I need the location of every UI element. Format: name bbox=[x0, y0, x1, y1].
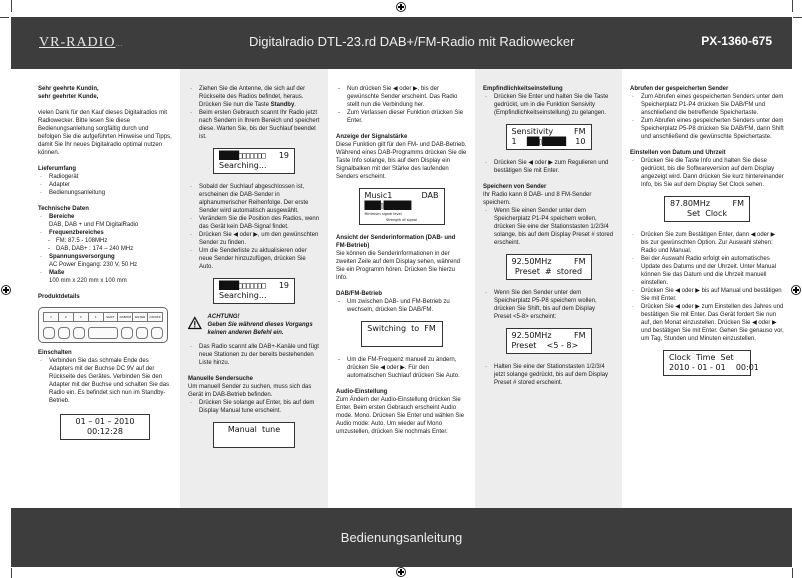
device-key: DAB/FM bbox=[118, 313, 133, 321]
list-item: · Halten Sie eine der Stationstasten 1/2/3/4 jetzt solange gedrückt, bis auf dem Display Preset # stored erscheint. bbox=[483, 363, 614, 387]
spec-value: DAB, DAB + und FM DigitalRadio bbox=[49, 222, 139, 228]
item-text: Ziehen Sie die Antenne, die sich auf der Rückseite des Radios befindet, heraus. Drücken Sie nun die Taste bbox=[199, 86, 306, 108]
registration-mark-icon bbox=[396, 2, 406, 12]
manual-search-text: Um manuell Sender zu suchen, muss sich das Gerät im DAB-Betrieb befinden. bbox=[188, 384, 312, 398]
lcd-label-min: Minimum signal level bbox=[364, 212, 402, 216]
device-key: SHIFT bbox=[104, 313, 119, 321]
brand-logo bbox=[39, 35, 123, 51]
lcd-switch-display bbox=[361, 321, 443, 347]
power-on-heading: Einschalten bbox=[38, 350, 72, 356]
lcd-count: 19 bbox=[278, 151, 289, 160]
lcd-sensitivity-display bbox=[506, 124, 592, 150]
lcd-mode: FM bbox=[573, 127, 586, 136]
list-item: · Drücken Sie Enter und halten Sie die Taste gedrückt, um in die Funktion Sensivity (Empfindlichkeitseinstellung) zu gelangen. bbox=[483, 93, 614, 117]
registration-mark-icon bbox=[1, 285, 11, 295]
warning-box bbox=[188, 313, 320, 337]
lcd-frequency: 92.50MHz bbox=[511, 331, 552, 340]
lcd-status: Searching... bbox=[219, 291, 267, 300]
device-key: ON/OFF bbox=[149, 315, 161, 319]
spec-value: AC Power Eingang: 230 V, 50 Hz bbox=[49, 262, 138, 268]
lcd-progress-bars: █████□□□□□□□ bbox=[219, 281, 265, 290]
list-item: · Radiogerät bbox=[38, 173, 172, 181]
list-item: · Drücken Sie ◀ oder ▶ zum Einstellen des Jahres und bestätigen Sie mit Enter. Das Gerät fordert Sie nun auf, den Monat einzustellen. Drücken Sie ◀ oder ▶ und bestätigen Sie mit Enter. Gehen Sie genauso vor, um Tag, Stunden und Minuten einzustellen. bbox=[630, 303, 784, 343]
sensitivity-heading: Empfindlichkeitseinstellung bbox=[483, 86, 563, 92]
lcd-line: Manual tune bbox=[227, 425, 281, 434]
clock-list bbox=[630, 157, 784, 189]
list-item: · Drücken Sie ◀ oder ▶ zum Regulieren und bestätigen Sie mit Enter. bbox=[483, 159, 614, 175]
scan-list bbox=[188, 183, 320, 271]
store-list bbox=[483, 207, 614, 247]
lcd-label: Sensitivity bbox=[511, 127, 554, 136]
audio-text: Zum Ändern der Audio-Einstellung drücken Sie Enter. Beim ersten Gebrauch erscheint Audio mode. Mono. Drücken Sie Enter und wählen Sie Audio mode: Auto. Um wieder auf Mono umzustellen, drücken Sie nochmals Enter. bbox=[336, 397, 465, 435]
column-4 bbox=[475, 69, 622, 508]
list-item: · Drücken Sie solange auf Enter, bis auf dem Display Manual tune erscheint. bbox=[188, 399, 320, 415]
list-item: · Drücken Sie zum Bestätigen Enter, dann ◀ oder ▶ bis zur gewünschten Option. Zur Auswahl stehen: Radio und Manual. bbox=[630, 231, 784, 255]
lcd-signal-bars: ████▯███████ bbox=[364, 201, 411, 210]
store-list-2 bbox=[483, 289, 614, 321]
rescan-list bbox=[188, 343, 320, 367]
device-key-row bbox=[43, 312, 163, 322]
list-item: · Zum Abrufen eines gespeicherten Senders unter dem Speicherplatz P1-P4 drücken Sie DAB/FM und anschließend die betreffende Speichertaste. bbox=[630, 93, 784, 117]
spec-label: Spannungsversorgung bbox=[49, 254, 115, 260]
lcd-standby-display bbox=[60, 414, 150, 440]
dabfm-list bbox=[336, 298, 467, 314]
manual-list bbox=[188, 399, 320, 415]
list-item: - Nun drücken Sie ◀ oder ▶, bis der gewünschte Sender erscheint. Das Radio stellt nun die Verbindung her. bbox=[336, 85, 467, 109]
list-item: · Drücken Sie die Taste Info und halten Sie diese gedrückt, bis die Softwareversion auf dem Display angezeigt wird. Dann drücken Sie kurz hintereinander Info, bis Sie auf dem Display Set Clock sehen. bbox=[630, 157, 784, 189]
list-item: · Wenn Sie den Sender unter dem Speicherplatz P5-P8 speichern wollen, drücken Sie Shift, bis auf dem Display Preset <5-8> erscheint: bbox=[483, 289, 614, 321]
clock-list-2 bbox=[630, 231, 784, 343]
lcd-date: 01 – 01 – 2010 bbox=[75, 417, 135, 426]
spec-label: Bereiche bbox=[49, 214, 75, 220]
warning-triangle-icon bbox=[188, 313, 202, 333]
lcd-line: Preset <5 - 8> bbox=[511, 341, 579, 350]
list-item bbox=[38, 229, 172, 237]
list-item bbox=[38, 269, 172, 285]
crop-mark bbox=[792, 568, 793, 578]
list-item: - FM: 87.5 - 108MHz bbox=[38, 237, 172, 245]
crop-mark bbox=[793, 17, 802, 18]
tech-list-2 bbox=[38, 253, 172, 285]
list-item: · Bei der Auswahl Radio erfolgt ein automatisches Update des Datums und der Uhrzeit. Unter Manual können Sie das Datum und die Uhrzeit manuell einstellen. bbox=[630, 255, 784, 287]
crop-mark bbox=[0, 17, 9, 18]
store-text: Ihr Radio kann 8 DAB- und 8 FM-Sender speichern. bbox=[483, 192, 592, 206]
device-knob-row bbox=[43, 327, 163, 339]
device-key: ENTER bbox=[133, 313, 148, 321]
store-list-3 bbox=[483, 363, 614, 387]
lcd-set-clock-display bbox=[664, 196, 750, 222]
list-item: · Adapter bbox=[38, 181, 172, 189]
warning-text bbox=[208, 313, 320, 337]
sensitivity-list bbox=[483, 93, 614, 117]
store-heading: Speichern von Sender bbox=[483, 184, 547, 190]
lcd-station: Music1 bbox=[364, 191, 393, 200]
frequency-list bbox=[38, 237, 172, 253]
sensitivity-list-2 bbox=[483, 159, 614, 175]
lcd-preset-stored-display bbox=[506, 254, 592, 280]
device-key: 4 bbox=[89, 313, 104, 321]
column-5 bbox=[622, 69, 792, 508]
device-key: 1 bbox=[44, 313, 59, 321]
warning-body: Geben Sie während dieses Vorgangs keinen anderen Befehl ein. bbox=[207, 322, 313, 336]
device-knob bbox=[73, 327, 85, 339]
device-display bbox=[88, 327, 118, 339]
column-1 bbox=[11, 69, 180, 508]
device-key: 2 bbox=[59, 313, 74, 321]
list-item: - Zum Verlassen dieser Funktion drücken Sie Enter. bbox=[336, 109, 467, 125]
lcd-manual-display bbox=[213, 422, 295, 448]
list-item: · Bedienungsanleitung bbox=[38, 189, 172, 197]
list-item: · Beim ersten Gebrauch scannt Ihr Radio jetzt nach Sendern in Ihrem Bereich und speichert diese. Warten Sie, bis der Suchlauf beendet ist. bbox=[188, 109, 320, 141]
device-knob bbox=[136, 327, 148, 339]
device-key: 3 bbox=[74, 313, 89, 321]
recall-heading: Abrufen der gespeicherten Sender bbox=[630, 86, 729, 92]
list-item: · Verändern Sie die Position des Radios, wenn das Gerät kein DAB-Signal findet. bbox=[188, 215, 320, 231]
lcd-label-strength: Strength of signal bbox=[385, 218, 418, 222]
lcd-line: Set Clock bbox=[687, 209, 727, 218]
lcd-progress-bars: █████□□□□□□□ bbox=[219, 151, 265, 160]
list-item: · Sobald der Suchlauf abgeschlossen ist, erscheinen die DAB-Sender in alphanumerischer Reihenfolge. Der erste Sender wird automatisch ausgewählt. bbox=[188, 183, 320, 215]
list-item: · Zum Abrufen eines gespeicherten Senders unter dem Speicherplatz P5-P8 drücken Sie DAB/FM, dann Shift und anschließend die gewünschte Speichertaste. bbox=[630, 117, 784, 141]
lcd-status: Searching... bbox=[219, 161, 267, 170]
device-knob bbox=[43, 327, 55, 339]
info-heading: Ansicht der Senderinformation (DAB- und FM-Betrieb) bbox=[336, 235, 456, 249]
lcd-signal-display bbox=[359, 188, 445, 225]
lcd-mode: FM bbox=[573, 257, 586, 266]
recall-list bbox=[630, 93, 784, 141]
product-details-heading: Produktdetails bbox=[38, 294, 80, 300]
spec-label: Frequenzbereiches bbox=[49, 230, 104, 236]
fm-list bbox=[336, 356, 467, 380]
dabfm-heading: DAB/FM-Betrieb bbox=[336, 291, 382, 297]
antenna-list bbox=[188, 85, 320, 141]
crop-mark bbox=[792, 0, 793, 12]
lcd-line: Clock Time Set bbox=[669, 353, 734, 362]
signal-heading: Anzeige der Signalstärke bbox=[336, 134, 408, 140]
delivery-heading: Lieferumfang bbox=[38, 166, 77, 172]
crop-mark bbox=[11, 0, 12, 12]
footer-title: Bedienungsanleitung bbox=[340, 530, 463, 545]
signal-text: Diese Funktion gilt für den FM- und DAB-Betrieb. Während eines DAB-Programms drücken Sie die Taste Info solange, bis auf dem Display ein Signalbalken mit der Stärke des laufenden Senders erscheint. bbox=[336, 142, 467, 180]
lcd-line: Preset # stored bbox=[514, 267, 583, 276]
lcd-max: 10 bbox=[575, 137, 586, 146]
lcd-frequency: 92.50MHz bbox=[511, 257, 552, 266]
registration-mark-icon bbox=[396, 567, 406, 577]
list-item: · Ziehen Sie die Antenne, die sich auf der Rückseite des Radios befindet, heraus. Drücken Sie nun die Taste Standby. bbox=[188, 85, 320, 109]
warning-title: ACHTUNG! bbox=[207, 314, 240, 320]
lcd-preset-range-display bbox=[506, 328, 592, 354]
spec-label: Maße bbox=[49, 270, 65, 276]
lcd-mode: FM bbox=[573, 331, 586, 340]
greeting-line-1: Sehr geehrte Kundin, bbox=[38, 86, 99, 92]
device-knob bbox=[151, 327, 163, 339]
list-item: · Drücken Sie ◀ oder ▶, um den gewünschten Sender zu finden. bbox=[188, 231, 320, 247]
list-item bbox=[38, 213, 172, 229]
lcd-scan-display bbox=[213, 148, 295, 174]
crop-mark bbox=[11, 568, 12, 578]
tech-heading: Technische Daten bbox=[38, 206, 89, 212]
manual-columns bbox=[11, 69, 792, 508]
header-band bbox=[11, 17, 792, 69]
lcd-time: 00:12:28 bbox=[87, 427, 123, 436]
audio-heading: Audio-Einstellung bbox=[336, 389, 388, 395]
power-on-list bbox=[38, 357, 172, 405]
list-item: · Drücken Sie ◀ oder ▶ bis auf Manual und bestätigen Sie mit Enter. bbox=[630, 287, 784, 303]
list-item: - DAB, DAB+ : 174 – 240 MHz bbox=[38, 245, 172, 253]
column-2 bbox=[180, 69, 328, 508]
footer-band bbox=[11, 508, 792, 567]
list-item: · Verbinden Sie das schmale Ende des Adapters mit der Buchse DC 9V auf der Rückseite des Gerätes. Verbinden Sie den Adapter mit der Buchse und schalten Sie das Radio ein. Es befindet sich nun im Standby-Betrieb. bbox=[38, 357, 172, 405]
lcd-mode: DAB bbox=[421, 191, 439, 200]
lcd-line: Switching to FM bbox=[367, 324, 436, 333]
clock-heading: Einstellen von Datum und Uhrzeit bbox=[630, 150, 726, 156]
list-item: - Um zwischen DAB- und FM-Betrieb zu wechseln, drücken Sie DAB/FM. bbox=[336, 298, 467, 314]
logo-text: VR-RADIO bbox=[39, 35, 116, 50]
greeting-line-2: sehr geehrter Kunde, bbox=[38, 94, 99, 100]
info-text: Sie können die Senderinformationen in der zweiten Zeile auf dem Display sehen, während Sie ein Programm hören. Drücken Sie hierzu Info. bbox=[336, 251, 461, 281]
column-3 bbox=[328, 69, 475, 508]
lcd-scan-display-2 bbox=[213, 278, 295, 304]
registration-mark-icon bbox=[791, 285, 801, 295]
key-name: Standby bbox=[270, 102, 295, 108]
lcd-sensitivity-bars: ███▯██████ bbox=[526, 137, 566, 146]
manual-search-heading: Manuelle Sendersuche bbox=[188, 376, 254, 382]
lcd-frequency: 87.80MHz bbox=[670, 199, 711, 208]
delivery-list bbox=[38, 173, 172, 197]
tech-list bbox=[38, 213, 172, 237]
lcd-count: 19 bbox=[278, 281, 289, 290]
list-item bbox=[38, 253, 172, 269]
device-knob bbox=[121, 327, 133, 339]
list-item: · Wenn Sie einen Sender unter dem Speicherplatz P1-P4 speichern wollen, drücken Sie eine der Stationstasten 1/2/3/4 solange, bis auf dem Display Preset # stored erscheint. bbox=[483, 207, 614, 247]
tune-list bbox=[336, 85, 467, 125]
list-item: · Das Radio scannt alle DAB+-Kanäle und fügt neue Stationen zu der bereits bestehenden Liste hinzu. bbox=[188, 343, 320, 367]
document-title: Digitalradio DTL-23.rd DAB+/FM-Radio mit Radiowecker bbox=[249, 34, 575, 49]
device-illustration bbox=[38, 307, 168, 343]
spec-value: 100 mm x 220 mm x 100 mm bbox=[49, 278, 127, 284]
list-item: - Um die FM-Frequenz manuell zu ändern, drücken Sie ◀ oder ▶. Für den automatischen Suchlauf drücken Sie Auto. bbox=[336, 356, 467, 380]
product-code: PX-1360-675 bbox=[701, 34, 772, 48]
list-item: · Um die Senderliste zu aktualisieren oder neue Sender hinzuzufügen, drücken Sie Auto. bbox=[188, 247, 320, 271]
logo-suffix: ... bbox=[115, 42, 123, 48]
lcd-min: 1 bbox=[511, 137, 517, 146]
lcd-clock-time-display bbox=[663, 350, 759, 376]
lcd-line: 2010 - 01 - 01 00:01 bbox=[669, 363, 759, 372]
device-knob bbox=[58, 327, 70, 339]
intro-text: vielen Dank für den Kauf dieses Digitalradios mit Radiowecker. Bitte lesen Sie diese Bedienungsanleitung sorgfältig durch und befolgen Sie die aufgeführten Hinweise und Tipps, damit Sie Ihr neues Digitalradio optimal nutzen können. bbox=[38, 110, 172, 156]
lcd-mode: FM bbox=[732, 199, 744, 208]
